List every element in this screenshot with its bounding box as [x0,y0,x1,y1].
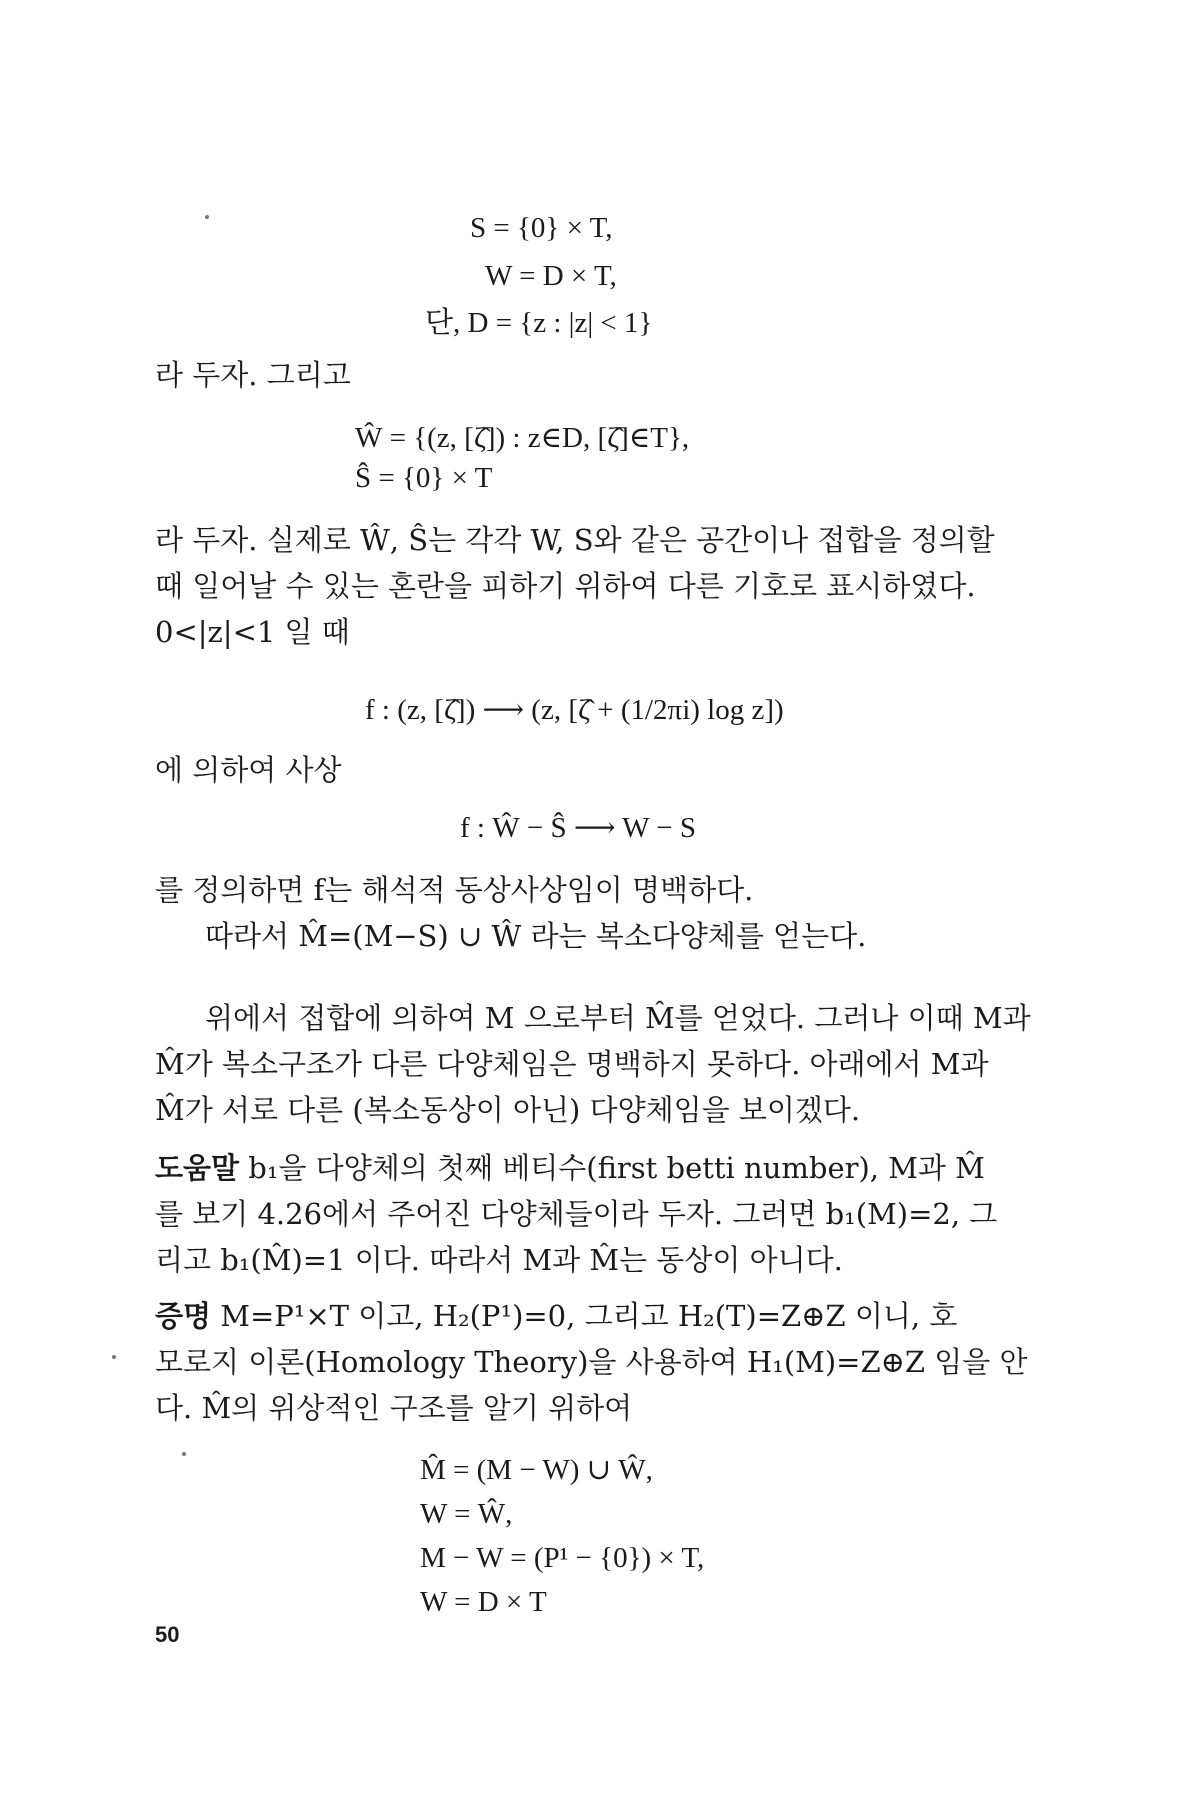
text-line: 를 보기 4.26에서 주어진 다양체들이라 두자. 그러면 b₁(M)=2, 그 [155,1197,998,1231]
equation-d-def: 단, D = {z : |z| < 1} [425,307,653,339]
proof-label: 증명 [155,1299,212,1333]
equation-s-def: S = {0} × T, [470,212,613,244]
equation-m-minus-w: M − W = (P¹ − {0}) × T, [420,1542,705,1574]
text-line: 를 정의하면 f는 해석적 동상사상임이 명백하다. [155,873,754,907]
proof-first-line [155,1296,957,1336]
equation-map-f-domain: f : Ŵ − Ŝ ⟶ W − S [460,812,696,844]
equation-w-def: W = D × T, [485,260,617,292]
equation-s-hat-def: Ŝ = {0} × T [355,462,493,494]
scan-speck [182,1452,186,1456]
text-line: 따라서 M̂=(M−S) ∪ Ŵ 라는 복소다양체를 얻는다. [205,919,867,953]
lemma-label: 도움말 [155,1151,240,1185]
proof-text: M=P¹×T 이고, H₂(P¹)=0, 그리고 H₂(T)=Z⊕Z 이니, 호 [211,1299,958,1333]
page-number: 50 [155,1622,180,1647]
equation-w-d-t: W = D × T [420,1586,547,1618]
text-line: 모로지 이론(Homology Theory)을 사용하여 H₁(M)=Z⊕Z 임을 안 [155,1345,1028,1379]
text-line: 때 일어날 수 있는 혼란을 피하기 위하여 다른 기호로 표시하였다. [155,569,976,603]
lemma-text: b₁을 다양체의 첫째 베티수(first betti number), M과 M̂ [239,1151,985,1185]
lemma-first-line [155,1148,985,1188]
text-line: 라 두자. 그리고 [155,358,351,392]
equation-m-hat: M̂ = (M − W) ∪ Ŵ, [420,1454,653,1486]
equation-map-f: f : (z, [ζ̂]) ⟶ (z, [ζ̂ + (1/2πi) log z]) [365,694,784,726]
text-line: 리고 b₁(M̂)=1 이다. 따라서 M과 M̂는 동상이 아니다. [155,1243,843,1277]
text-line: 다. M̂의 위상적인 구조를 알기 위하여 [155,1391,633,1425]
scan-speck [112,1355,116,1359]
text-line: M̂가 복소구조가 다른 다양체임은 명백하지 못하다. 아래에서 M과 [155,1047,989,1081]
equation-w-hat-def: Ŵ = {(z, [ζ̂]) : z∈D, [ζ̂]∈T}, [355,422,690,454]
text-line: 0<|z|<1 일 때 [155,615,350,649]
text-line: 에 의하여 사상 [155,753,342,787]
text-line: 위에서 접합에 의하여 M 으로부터 M̂를 얻었다. 그러나 이때 M과 [205,1001,1031,1035]
text-line: M̂가 서로 다른 (복소동상이 아닌) 다양체임을 보이겠다. [155,1093,861,1127]
scan-speck [205,215,209,219]
text-line: 라 두자. 실제로 Ŵ, Ŝ는 각각 W, S와 같은 공간이나 접합을 정의할 [155,523,995,557]
equation-w-eq: W = Ŵ, [420,1498,513,1530]
